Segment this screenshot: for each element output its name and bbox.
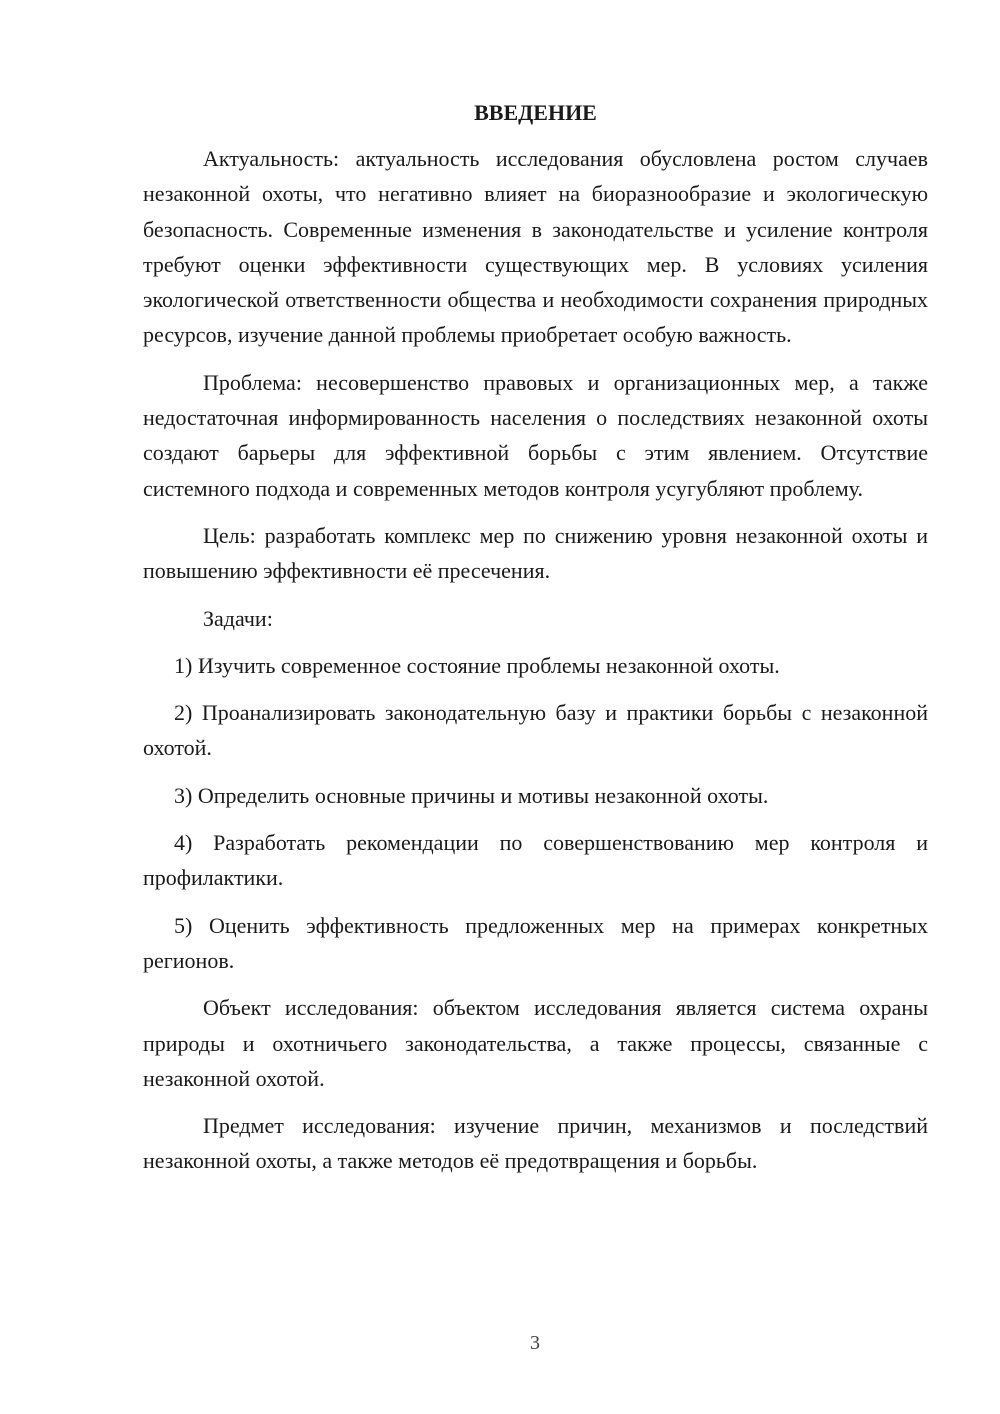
task-item-2: 2) Проанализировать законодательную базу и практики борьбы с незаконной охотой. [143,700,928,761]
task-item-5: 5) Оценить эффективность предложенных мер на примерах конкретных регионов. [143,912,928,973]
page-title: ВВЕДЕНИЕ [474,100,597,125]
paragraph-relevance: Актуальность: актуальность исследования обусловлена ростом случаев незаконной охоты, что негативно влияет на биоразнообразие и экологическую безопасность. Современные изменения в законодательстве и усиление контроля требуют оценки эффективности существующих мер. В условиях усиления экологической ответственности общества и необходимости сохранения природных ресурсов, изучение данной проблемы приобретает особую важность. [143,146,928,348]
task-item-1: 1) Изучить современное состояние проблемы незаконной охоты. [174,652,780,678]
paragraph-problem: Проблема: несовершенство правовых и организационных мер, а также недостаточная информированность населения о последствиях незаконной охоты создают барьеры для эффективной борьбы с этим явлением. Отсутствие системного подхода и современных методов контроля усугубляют проблему. [143,369,928,501]
paragraph-object: Объект исследования: объектом исследования является система охраны природы и охотничьего законодательства, а также процессы, связанные с незаконной охотой. [143,995,928,1091]
paragraph-tasks-heading: Задачи: [203,605,273,631]
document-page [143,95,928,1191]
task-item-3: 3) Определить основные причины и мотивы незаконной охоты. [174,782,769,808]
page-number: 3 [530,1332,540,1354]
paragraph-subject: Предмет исследования: изучение причин, механизмов и последствий незаконной охоты, а также методов её предотвращения и борьбы. [143,1113,928,1174]
paragraph-goal: Цель: разработать комплекс мер по снижению уровня незаконной охоты и повышению эффективности её пресечения. [143,522,928,584]
task-item-4: 4) Разработать рекомендации по совершенствованию мер контроля и профилактики. [143,830,928,891]
